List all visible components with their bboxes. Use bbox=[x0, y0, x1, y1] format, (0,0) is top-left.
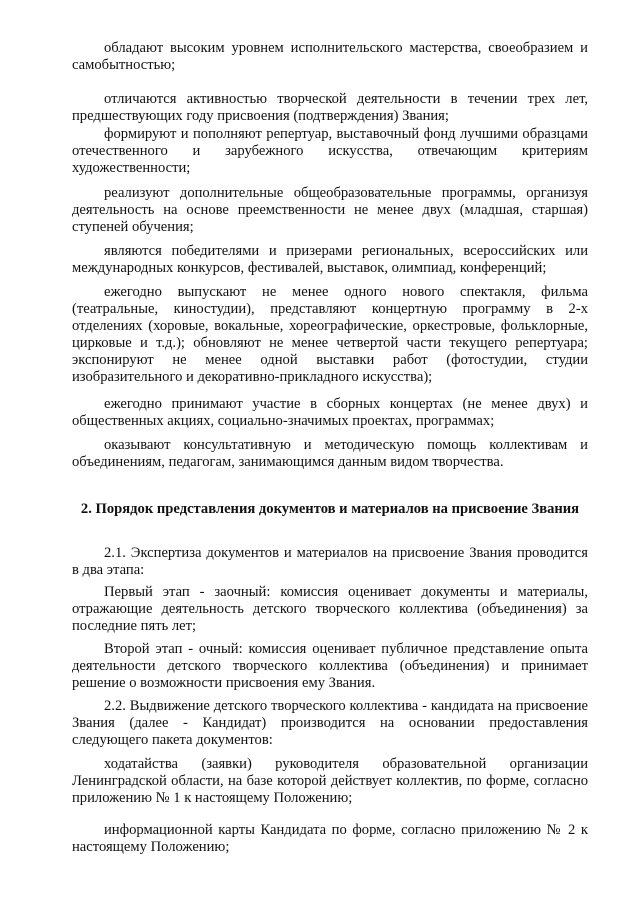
paragraph: оказывают консультативную и методическую помощь коллективам и объединениям, педагогам, занимающимся данным видом творчества. bbox=[72, 437, 588, 470]
section-heading: 2. Порядок представления документов и материалов на присвоение Звания bbox=[80, 501, 580, 517]
paragraph: обладают высоким уровнем исполнительского мастерства, своеобразием и самобытностью; bbox=[72, 40, 588, 73]
paragraph: ежегодно выпускают не менее одного нового спектакля, фильма (театральные, киностудии), представляют концертную программу в 2-х отделениях (хоровые, вокальные, хореографические, оркестровые, фольклорные, цирковые и т.д.); обновляют не менее четвертой части текущего репертуара; экспонируют не менее одной выставки работ (фотостудии, студии изобразительного и декоративно-прикладного искусства); bbox=[72, 284, 588, 385]
paragraph: 2.2. Выдвижение детского творческого коллектива - кандидата на присвоение Звания (далее - Кандидат) производится на основании предоставления следующего пакета документов: bbox=[72, 698, 588, 748]
paragraph: Первый этап - заочный: комиссия оценивает документы и материалы, отражающие деятельность детского творческого коллектива (объединения) за последние пять лет; bbox=[72, 584, 588, 634]
paragraph: Второй этап - очный: комиссия оценивает публичное представление опыта деятельности детского творческого коллектива (объединения) и принимает решение о возможности присвоения ему Звания. bbox=[72, 641, 588, 691]
paragraph: ходатайства (заявки) руководителя образовательной организации Ленинградской области, на базе которой действует коллектив, по форме, согласно приложению № 1 к настоящему Положению; bbox=[72, 756, 588, 806]
paragraph: ежегодно принимают участие в сборных концертах (не менее двух) и общественных акциях, социально-значимых проектах, программах; bbox=[72, 396, 588, 429]
paragraph: реализуют дополнительные общеобразовательные программы, организуя деятельность на основе преемственности не менее двух (младшая, старшая) ступеней обучения; bbox=[72, 185, 588, 235]
paragraph: отличаются активностью творческой деятельности в течении трех лет, предшествующих году присвоения (подтверждения) Звания; bbox=[72, 91, 588, 124]
paragraph: 2.1. Экспертиза документов и материалов на присвоение Звания проводится в два этапа: bbox=[72, 545, 588, 578]
paragraph: формируют и пополняют репертуар, выставочный фонд лучшими образцами отечественного и зарубежного искусства, отвечающим критериям художественности; bbox=[72, 126, 588, 176]
paragraph: являются победителями и призерами региональных, всероссийских или международных конкурсов, фестивалей, выставок, олимпиад, конференций; bbox=[72, 243, 588, 276]
paragraph: информационной карты Кандидата по форме, согласно приложению № 2 к настоящему Положению; bbox=[72, 822, 588, 855]
